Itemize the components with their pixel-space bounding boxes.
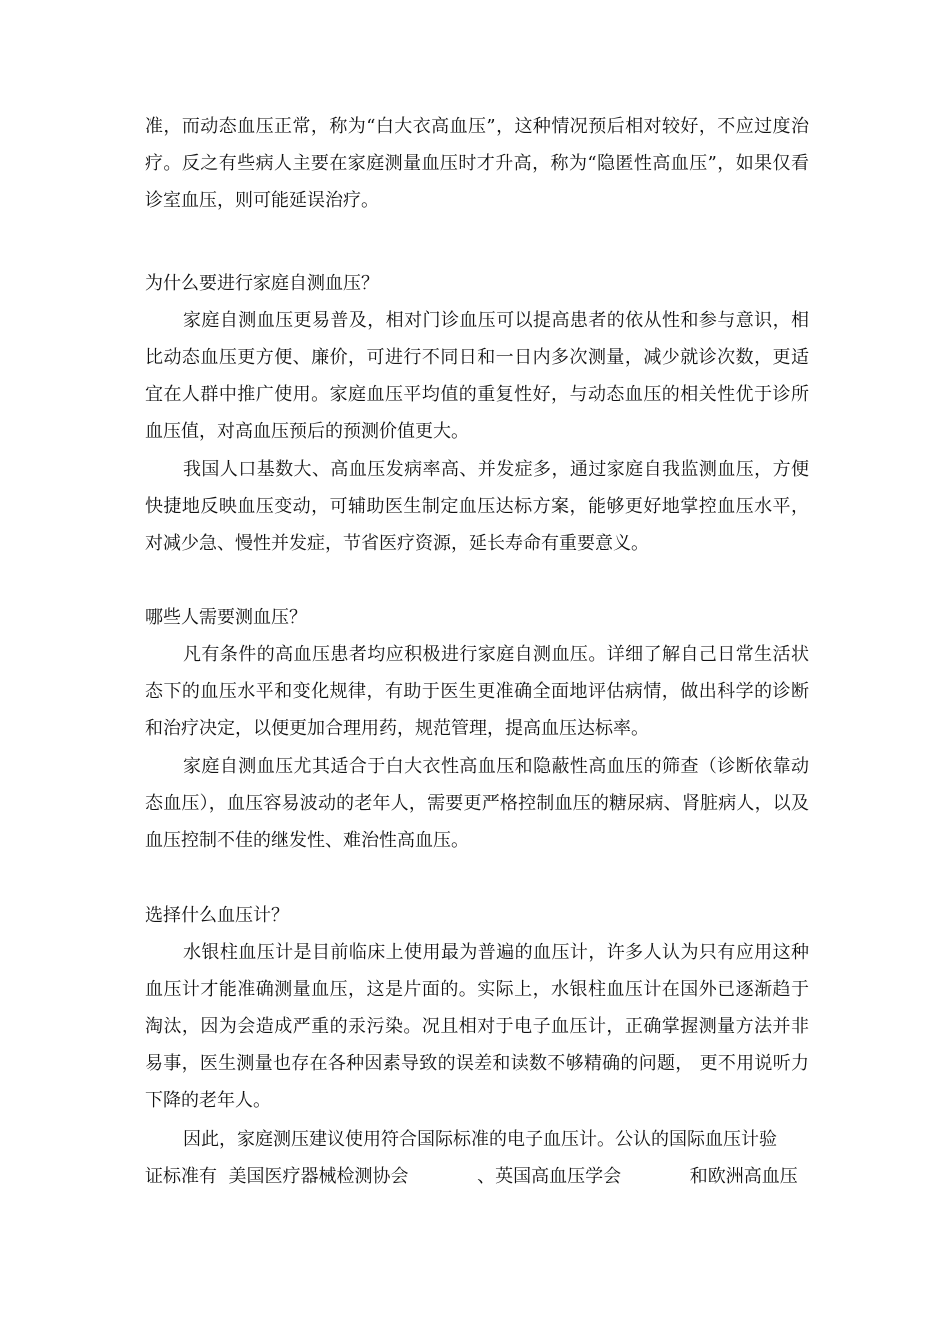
section-heading-which-monitor: 选择什么血压计？ [145, 905, 289, 926]
which-monitor-paragraph-2-line-2: 证标准有 美国医疗器械检测协会 、英国高血压学会 和欧洲高血压 [145, 1166, 798, 1187]
why-home-bp-paragraph-2: 我国人口基数大、高血压发病率高、并发症多，通过家庭自我监测血压，方便快捷地反映血压变动，可辅助医生制定血压达标方案，能够更好地掌控血压水平，对减少急、慢性并发症，节省医疗资源，延长寿命有重要意义。 [145, 459, 809, 554]
intro-paragraph: 准，而动态血压正常，称为“白大衣高血压”，这种情况预后相对较好，不应过度治疗。反之有些病人主要在家庭测量血压时才升高，称为“隐匿性高血压”，如果仅看诊室血压，则可能延误治疗。 [145, 116, 809, 211]
who-needs-paragraph-2: 家庭自测血压尤其适合于白大衣性高血压和隐蔽性高血压的筛查（诊断依靠动态血压），血压容易波动的老年人，需要更严格控制血压的糖尿病、肾脏病人，以及血压控制不佳的继发性、难治性高血压。 [145, 756, 809, 851]
who-needs-paragraph-1: 凡有条件的高血压患者均应积极进行家庭自测血压。详细了解自己日常生活状态下的血压水平和变化规律，有助于医生更准确全面地评估病情，做出科学的诊断和治疗决定，以便更加合理用药，规范管理，提高血压达标率。 [145, 644, 809, 739]
why-home-bp-paragraph-1: 家庭自测血压更易普及，相对门诊血压可以提高患者的依从性和参与意识，相比动态血压更方便、廉价，可进行不同日和一日内多次测量，减少就诊次数，更适宜在人群中推广使用。家庭血压平均值的重复性好，与动态血压的相关性优于诊所血压值，对高血压预后的预测价值更大。 [145, 310, 809, 442]
which-monitor-paragraph-2: 因此，家庭测压建议使用符合国际标准的电子血压计。公认的国际血压计验 [183, 1129, 777, 1150]
section-heading-who-needs: 哪些人需要测血压？ [145, 607, 307, 628]
which-monitor-paragraph-1: 水银柱血压计是目前临床上使用最为普遍的血压计，许多人认为只有应用这种血压计才能准确测量血压，这是片面的。实际上，水银柱血压计在国外已逐渐趋于淘汰，因为会造成严重的汞污染。况且相对于电子血压计，正确掌握测量方法并非易事，医生测量也存在各种因素导致的误差和读数不够精确的问题， 更不用说听力下降的老年人。 [145, 942, 809, 1111]
section-heading-why-home-bp: 为什么要进行家庭自测血压？ [145, 273, 379, 294]
